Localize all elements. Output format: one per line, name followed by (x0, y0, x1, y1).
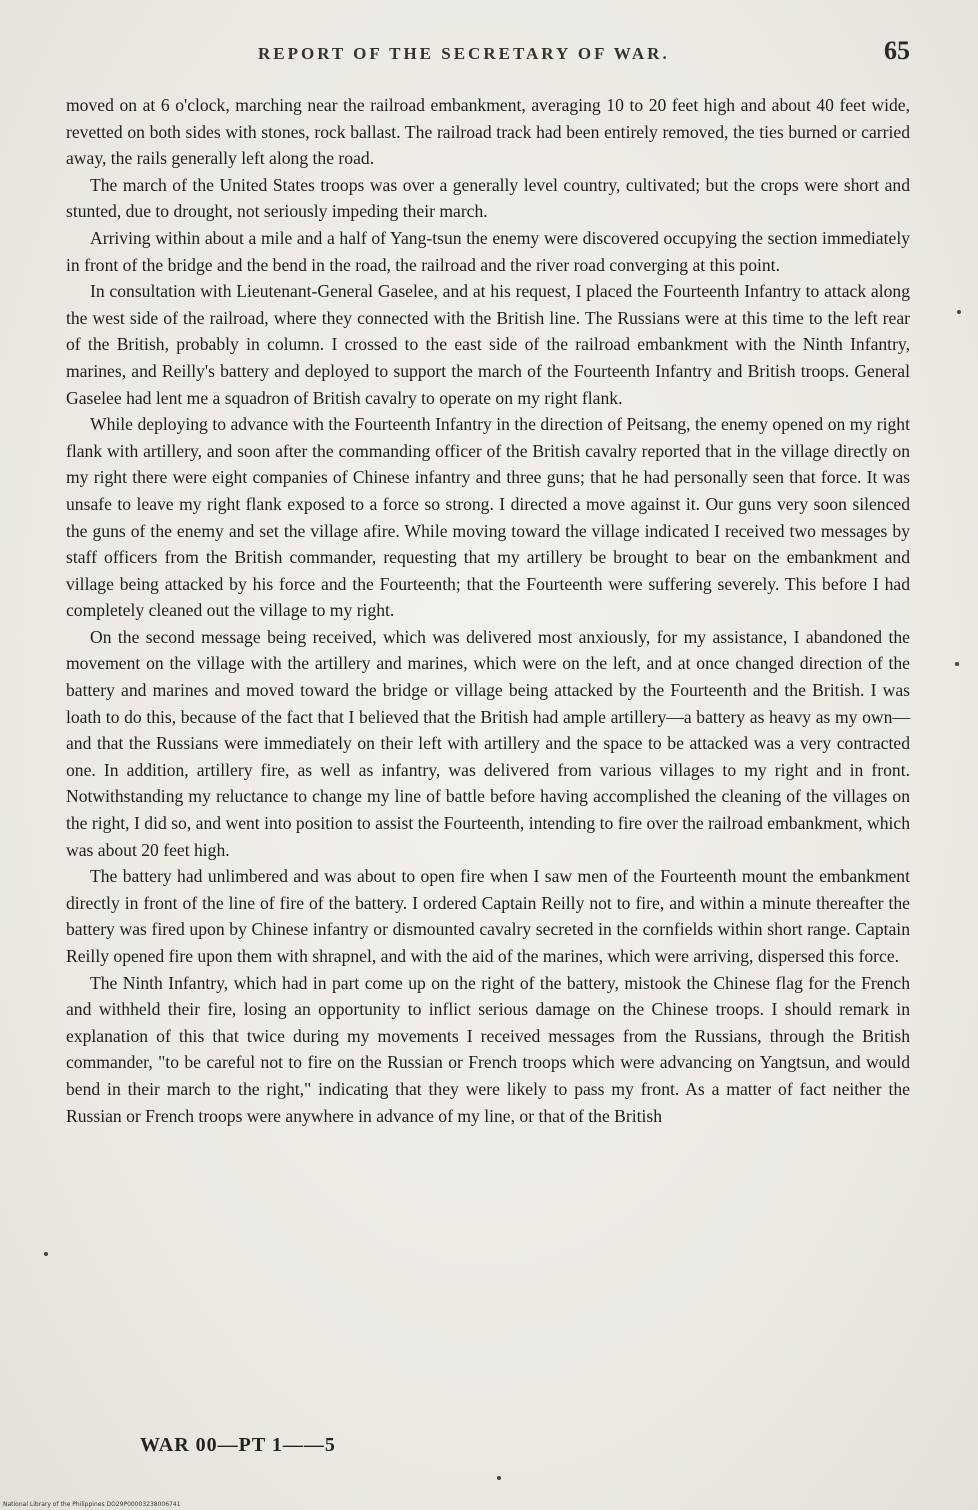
paragraph: While deploying to advance with the Fourteenth Infantry in the direction of Peitsang, the enemy opened on my right flank with artillery, and soon after the commanding officer of the British cavalry reported that in the village directly on my right there were eight companies of Chinese infantry and three guns; that he had personally seen that force. It was unsafe to leave my right flank exposed to a force so strong. I directed a move against it. Our guns very soon silenced the guns of the enemy and set the village afire. While moving toward the village indicated I received two messages by staff officers from the British commander, requesting that my artillery be brought to bear on the embankment and village being attacked by his force and the Fourteenth; that the Fourteenth were suffering severely. This before I had completely cleaned out the village to my right. (66, 414, 910, 621)
speck-mark (957, 310, 961, 314)
page-number: 65 (884, 36, 910, 65)
paragraph: In consultation with Lieutenant-General Gaselee, and at his request, I placed the Fourteenth Infantry to attack along the west side of the railroad, where they connected with the British line. The Russians were at this time to the left rear of the British, probably in column. I crossed to the east side of the railroad embankment with the Ninth Infantry, marines, and Reilly's battery and deployed to support the march of the Fourteenth Infantry and British troops. General Gaselee had lent me a squadron of British cavalry to operate on my right flank. (66, 281, 910, 408)
paragraph: The battery had unlimbered and was about to open fire when I saw men of the Fourteenth mount the embankment directly in front of the line of fire of the battery. I ordered Captain Reilly not to fire, and within a minute thereafter the battery was fired upon by Chinese infantry or dismounted cavalry secreted in the cornfields within short range. Captain Reilly opened fire upon them with shrapnel, and with the aid of the marines, which were arriving, dispersed this force. (66, 866, 910, 966)
paragraph: Arriving within about a mile and a half of Yang-tsun the enemy were discovered occupying the section immediately in front of the bridge and the bend in the road, the railroad and the river road converging at this point. (66, 227, 910, 275)
paragraph: moved on at 6 o'clock, marching near the railroad embankment, averaging 10 to 20 feet high and about 40 feet wide, revetted on both sides with stones, rock ballast. The railroad track had been entirely removed, the ties burned or carried away, the rails generally left along the road. (66, 95, 910, 169)
body-text (66, 92, 910, 1129)
speck-mark (955, 662, 959, 666)
paragraph: The march of the United States troops was over a generally level country, cultivated; but the crops were short and stunted, due to drought, not seriously impeding their march. (66, 174, 910, 222)
signature-line: WAR 00—PT 1——5 (140, 1434, 336, 1456)
speck-mark (44, 1252, 48, 1256)
paragraph: The Ninth Infantry, which had in part come up on the right of the battery, mistook the Chinese flag for the French and withheld their fire, losing an opportunity to inflict serious damage on the Chinese troops. I should remark in explanation of this that twice during my movements I received messages from the Russians, through the British commander, "to be careful not to fire on the Russian or French troops which were advancing on Yangtsun, and would bend in their march to the right," indicating that they were likely to pass my front. As a matter of fact neither the Russian or French troops were anywhere in advance of my line, or that of the British (66, 972, 910, 1126)
running-head (150, 36, 910, 72)
speck-mark (497, 1476, 501, 1480)
header-title: REPORT OF THE SECRETARY OF WAR. (258, 44, 670, 63)
paragraph: On the second message being received, which was delivered most anxiously, for my assistance, I abandoned the movement on the village with the artillery and marines, which were on the left, and at once changed direction of the battery and marines and moved toward the bridge or village being attacked by the Fourteenth and the British. I was loath to do this, because of the fact that I believed that the British had ample artillery—a battery as heavy as my own—and that the Russians were immediately on their left with artillery and the space to be attacked was a very contracted one. In addition, artillery fire, as well as infantry, was delivered from various villages to my right and in front. Notwithstanding my reluctance to change my line of battle before having accomplished the cleaning of the villages on the right, I did so, and went into position to assist the Fourteenth, intending to fire over the railroad embankment, which was about 20 feet high. (66, 626, 910, 860)
footer-credit: National Library of the Philippines DO29P00003238006741 (3, 1501, 181, 1508)
